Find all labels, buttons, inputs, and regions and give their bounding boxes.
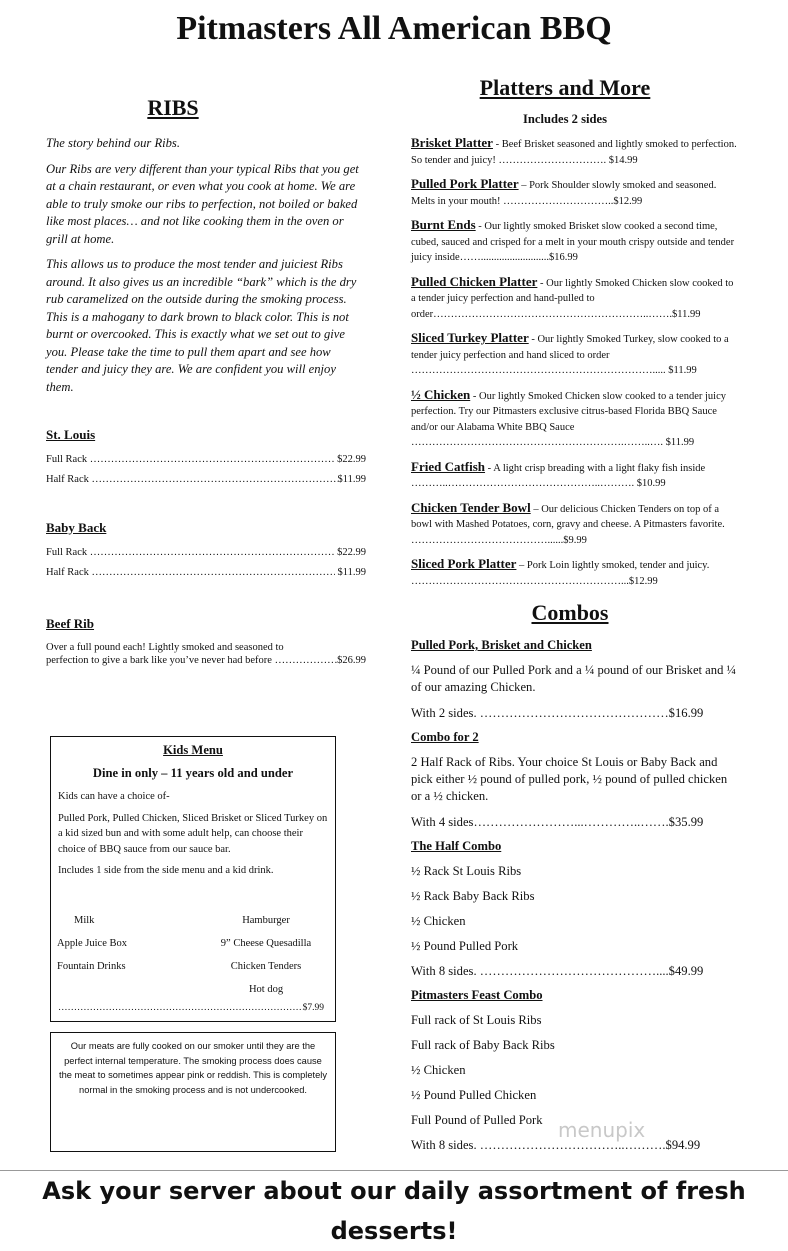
combo-price: $94.99: [665, 1138, 701, 1152]
platter-desc: – Pork Shoulder slowly smoked and seasoned. Melts in your mouth! …………………………..: [411, 180, 717, 207]
platter-item: [411, 135, 739, 168]
combo-sides: With 8 sides. ……………………………..……….: [411, 1138, 666, 1152]
baby-back-heading: Baby Back: [46, 520, 107, 535]
combo-sides: With 2 sides. ………………………………………: [411, 706, 669, 720]
kids-includes: Includes 1 side from the side menu and a kid drink.: [58, 865, 274, 876]
platter-desc: – Our delicious Chicken Tenders on top of a bowl with Mashed Potatoes, corn, gravy and cheese. A Pitmasters favorite. …………………………………......: [411, 503, 725, 546]
kids-entree: Hot dog: [248, 984, 284, 995]
combo-line: ½ Pound Pulled Pork: [411, 939, 519, 953]
platter-name: Brisket Platter: [411, 135, 493, 150]
kids-drink: Milk: [74, 915, 95, 926]
combo-name: Combo for 2: [411, 730, 479, 744]
platter-item: [411, 274, 739, 323]
kids-menu-box: [50, 736, 336, 1022]
platter-item: [411, 500, 739, 549]
platter-price: $11.99: [665, 365, 697, 376]
item-label: Full Rack: [46, 547, 88, 558]
platter-desc: - Our lightly Smoked Turkey, slow cooked to a tender juicy perfection and hand sliced to order …………………………………………………………….....: [411, 334, 729, 376]
kids-price: $7.99: [302, 1003, 324, 1013]
combo-group: [411, 838, 739, 980]
menu-item: [46, 547, 366, 558]
combo-line: ½ Rack Baby Back Ribs: [411, 889, 535, 903]
platter-name: Fried Catfish: [411, 458, 486, 474]
item-price: $11.99: [337, 474, 366, 485]
combo-name: Pitmasters Feast Combo: [411, 988, 543, 1002]
combo-name: The Half Combo: [411, 839, 502, 853]
platters-subheading: Includes 2 sides: [523, 112, 607, 126]
kids-subheading: Dine in only – 11 years old and under: [92, 766, 294, 780]
combo-sides: With 8 sides. ……………………………………....: [411, 964, 669, 978]
combo-line: Full Pound of Pulled Pork: [411, 1113, 543, 1127]
platter-price: $9.99: [563, 534, 587, 546]
combo-line: ½ Pound Pulled Chicken: [411, 1088, 537, 1102]
combo-line: ½ Chicken: [411, 914, 466, 928]
combo-group: [411, 729, 739, 831]
footer-banner: Ask your server about our daily assortment of fresh desserts!: [0, 1170, 788, 1214]
ribs-heading: RIBS: [147, 95, 199, 120]
platter-desc: - Our lightly Smoked Chicken slow cooked to a tender juicy perfection and hand-pulled to order……………………………………………………..…….: [411, 277, 734, 320]
platter-item: [411, 217, 739, 266]
kids-price-line: [58, 1003, 324, 1013]
platters-heading: Platters and More: [479, 75, 651, 100]
platter-price: $16.99: [548, 252, 578, 263]
platter-name: Chicken Tender Bowl: [411, 499, 531, 515]
watermark: menupix: [558, 1118, 646, 1142]
combos-list: [411, 637, 739, 1154]
combo-price: $49.99: [668, 964, 704, 978]
combo-price: $35.99: [668, 815, 704, 829]
combos-heading: Combos: [531, 600, 609, 625]
kids-choices: Pulled Pork, Pulled Chicken, Sliced Brisket or Sliced Turkey on a kid sized bun and with some adult help, can choose their choice of BBQ sauce from our sauce bar.: [58, 812, 328, 855]
beef-rib-desc-1: Over a full pound each! Lightly smoked and seasoned to: [46, 642, 284, 653]
platter-item: [411, 387, 739, 451]
combo-line: Full rack of St Louis Ribs: [411, 1013, 542, 1027]
platter-price: $11.99: [663, 437, 695, 448]
platter-desc: – Pork Loin lightly smoked, tender and juicy. ……………………………………………………...: [411, 560, 710, 587]
item-price: $22.99: [337, 454, 366, 465]
platter-item: [411, 556, 739, 589]
combo-sides: With 4 sides……………………...…………..…….: [411, 815, 669, 829]
kids-entree: Hamburger: [242, 915, 290, 926]
platter-item: [411, 330, 739, 379]
platter-desc: - A light crisp breading with a light flaky fish inside ………..……………………………………..……….: [411, 462, 706, 489]
platter-name: Pulled Pork Platter: [411, 176, 519, 191]
combo-line: ¼ Pound of our Pulled Pork and a ¼ pound of our Brisket and ¼ of our amazing Chicken.: [411, 663, 736, 694]
item-label: Full Rack: [46, 454, 88, 465]
beef-rib-line: [46, 655, 366, 666]
kids-drink: Fountain Drinks: [57, 961, 126, 972]
ribs-story: [46, 135, 366, 404]
combo-line: ½ Chicken: [411, 1063, 466, 1077]
st-louis-heading: St. Louis: [46, 427, 96, 442]
platter-name: Burnt Ends: [411, 217, 476, 232]
platter-desc: - Our lightly Smoked Chicken slow cooked to a tender juicy perfection. Try our Pitmasters exclusive citrus-based Florida BBQ Sauce and/or our Alabama White BBQ Sauce …………………………………………………….……..….: [411, 390, 726, 448]
item-label: Half Rack: [46, 567, 89, 578]
platters-list: [411, 135, 739, 597]
menu-item: [46, 567, 366, 578]
story-paragraph-2: This allows us to produce the most tender and juiciest Ribs around. It also gives us an incredible “bark” which is the dry rub caramelized on the outside during the smoking process. This is a mahogany to dark brown to black color. This is not burnt or overcooked. This is exactly what we set out to give you. Please take the time to pull them apart and see how tender and juicy they are. We are confident you will enjoy them.: [46, 257, 357, 394]
kids-intro: Kids can have a choice of-: [58, 791, 170, 802]
kids-heading: Kids Menu: [163, 743, 223, 757]
combo-with: [411, 963, 739, 980]
combo-name: Pulled Pork, Brisket and Chicken: [411, 638, 592, 652]
page-title: Pitmasters All American BBQ: [176, 10, 612, 47]
platter-name: Sliced Turkey Platter: [411, 330, 529, 345]
item-price: $22.99: [337, 547, 366, 558]
kids-entree: 9” Cheese Quesadilla: [220, 938, 312, 949]
menu-item: [46, 454, 366, 465]
platter-price: $12.99: [628, 575, 658, 587]
platter-price: $11.99: [672, 308, 701, 320]
beef-rib-desc-2: perfection to give a bark like you’ve never had before: [46, 655, 272, 666]
platter-price: $12.99: [613, 195, 643, 207]
st-louis-section: [46, 427, 366, 485]
story-paragraph-1: Our Ribs are very different than your typical Ribs that you get at a chain restaurant, or even what you cook at home. We are able to truly smoke our ribs to perfection, not boiled or baked like most places… and not like cooking them in the oven or grill at home.: [46, 161, 359, 246]
item-label: Half Rack: [46, 474, 89, 485]
platter-name: Sliced Pork Platter: [411, 556, 517, 571]
notice-text: Our meats are fully cooked on our smoker until they are the perfect internal temperature. The smoking process does cause the meat to sometimes appear pink or reddish. This is completely normal in the smoking process and is not undercooked.: [58, 1041, 327, 1095]
combo-line: 2 Half Rack of Ribs. Your choice St Louis or Baby Back and pick either ½ pound of pulled pork, ½ pound of pulled chicken or a ½ chicken.: [411, 755, 728, 803]
combo-with: [411, 705, 739, 722]
combo-line: ½ Rack St Louis Ribs: [411, 864, 522, 878]
notice-box: [50, 1032, 336, 1152]
platter-item: [411, 459, 739, 492]
baby-back-section: [46, 520, 366, 578]
platter-price: $10.99: [634, 478, 666, 489]
story-title: The story behind our Ribs.: [46, 136, 180, 150]
kids-entrees: [201, 909, 331, 1001]
platter-name: ½ Chicken: [411, 386, 471, 402]
kids-drink: Apple Juice Box: [57, 938, 127, 949]
combo-line: Full rack of Baby Back Ribs: [411, 1038, 555, 1052]
kids-drinks: [57, 909, 167, 978]
platter-desc: - Our lightly smoked Brisket slow cooked a second time, cubed, sauced and crisped for a melt in your mouth crispy outside and tender juicy inside……..........................: [411, 221, 735, 263]
platter-item: [411, 176, 739, 209]
platter-price: $14.99: [606, 154, 638, 166]
item-price: $26.99: [337, 655, 366, 666]
combo-price: $16.99: [668, 706, 704, 720]
menu-item: [46, 474, 366, 485]
item-price: $11.99: [337, 567, 366, 578]
combo-with: [411, 814, 739, 831]
combo-group: [411, 637, 739, 722]
kids-entree: Chicken Tenders: [230, 961, 302, 972]
platter-name: Pulled Chicken Platter: [411, 273, 538, 289]
beef-rib-heading: Beef Rib: [46, 616, 95, 631]
beef-rib-section: [46, 616, 366, 666]
platter-desc: - Beef Brisket seasoned and lightly smoked to perfection. So tender and juicy! ………………………….: [411, 139, 737, 166]
